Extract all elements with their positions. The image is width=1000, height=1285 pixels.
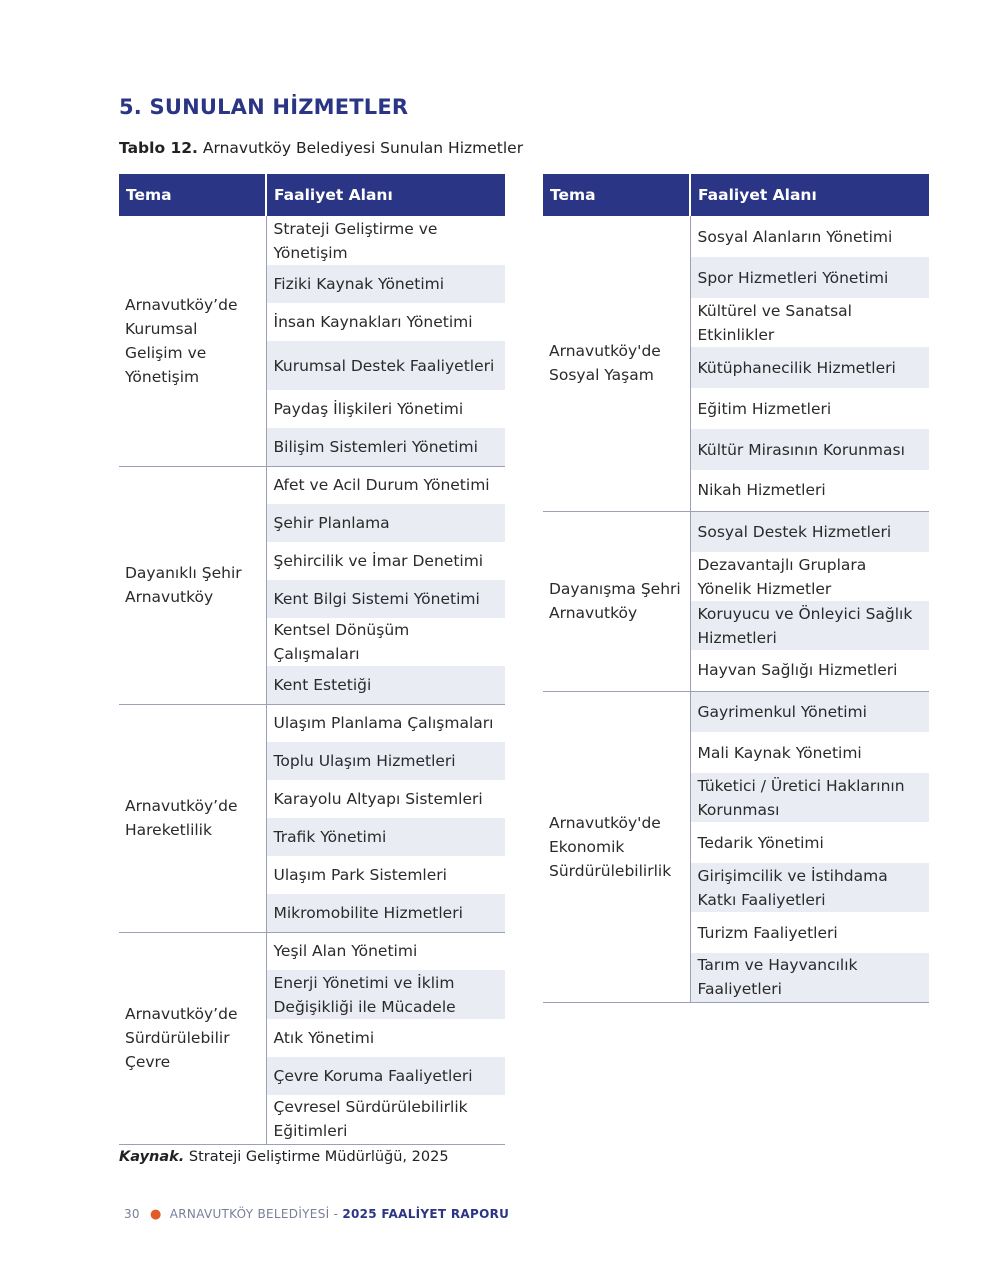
theme-cell: Arnavutköy’de Kurumsal Gelişim ve Yönetişim: [119, 216, 266, 466]
activity-cell: [266, 970, 505, 1019]
activity-cell: [266, 466, 505, 504]
activity-cell: [266, 932, 505, 970]
activity-cell: [266, 542, 505, 580]
activity-label: Kültür Mirasının Korunması: [697, 440, 905, 459]
footer-org: ARNAVUTKÖY BELEDİYESİ: [169, 1207, 330, 1221]
left-table-body: [119, 216, 505, 1144]
activity-label: Mali Kaynak Yönetimi: [697, 743, 862, 762]
activity-label: Çevre Koruma Faaliyetleri: [273, 1067, 473, 1085]
activity-cell: [690, 691, 929, 732]
activity-label: Ulaşım Park Sistemleri: [273, 866, 447, 884]
table-caption: [119, 139, 523, 157]
activity-label: Toplu Ulaşım Hizmetleri: [273, 752, 456, 770]
activity-label: Kentsel Dönüşüm Çalışmaları: [273, 621, 410, 663]
activity-cell: [690, 388, 929, 429]
table-row: [119, 932, 505, 970]
activity-label: Dezavantajlı Gruplara Yönelik Hizmetler: [697, 555, 867, 598]
bullet-icon: ●: [150, 1207, 162, 1222]
activity-label: Enerji Yönetimi ve İklim Değişikliği ile Mücadele: [273, 973, 456, 1016]
activity-cell: [690, 298, 929, 347]
activity-label: İnsan Kaynakları Yönetimi: [273, 313, 473, 331]
activity-label: Spor Hizmetleri Yönetimi: [697, 268, 889, 287]
activity-cell: [266, 580, 505, 618]
theme-cell: Arnavutköy'de Sosyal Yaşam: [543, 216, 690, 511]
activity-label: Şehircilik ve İmar Denetimi: [273, 552, 484, 570]
activity-label: Trafik Yönetimi: [273, 828, 387, 846]
activity-cell: [266, 265, 505, 303]
activity-cell: [266, 303, 505, 341]
activity-label: Tüketici / Üretici Haklarının Korunması: [697, 776, 905, 819]
activity-cell: [266, 341, 505, 390]
theme-cell: Dayanıklı Şehir Arnavutköy: [119, 466, 266, 704]
activity-cell: [690, 552, 929, 601]
caption-text: Arnavutköy Belediyesi Sunulan Hizmetler: [202, 139, 524, 157]
table-row: [119, 704, 505, 742]
activity-label: Koruyucu ve Önleyici Sağlık Hizmetleri: [697, 604, 913, 647]
activity-label: Sosyal Alanların Yönetimi: [697, 227, 893, 246]
activity-cell: [690, 822, 929, 863]
activity-cell: [690, 216, 929, 257]
activity-label: Afet ve Acil Durum Yönetimi: [273, 476, 490, 495]
activity-label: Bilişim Sistemleri Yönetimi: [273, 437, 478, 456]
activity-cell: [266, 1057, 505, 1095]
activity-cell: [266, 780, 505, 818]
activity-cell: [266, 428, 505, 466]
activity-cell: [266, 894, 505, 932]
header-activity: Faaliyet Alanı: [266, 174, 505, 216]
activity-label: Ulaşım Planlama Çalışmaları: [273, 714, 494, 733]
table-row: [119, 466, 505, 504]
theme-cell: Dayanışma Şehri Arnavutköy: [543, 511, 690, 691]
activity-label: Sosyal Destek Hizmetleri: [697, 522, 892, 541]
theme-cell: Arnavutköy’de Hareketlilik: [119, 704, 266, 932]
activity-label: Fiziki Kaynak Yönetimi: [273, 275, 445, 293]
activity-label: Çevresel Sürdürülebilirlik Eğitimleri: [273, 1098, 468, 1141]
activity-cell: [266, 818, 505, 856]
activity-cell: [266, 856, 505, 894]
activity-cell: [266, 1095, 505, 1144]
theme-cell: Arnavutköy'de Ekonomik Sürdürülebilirlik: [543, 691, 690, 1002]
activity-cell: [690, 511, 929, 552]
activity-cell: [690, 601, 929, 650]
activity-label: Tarım ve Hayvancılık Faaliyetleri: [697, 956, 858, 999]
activity-cell: [690, 863, 929, 912]
table-row: [119, 216, 505, 265]
activity-label: Mikromobilite Hizmetleri: [273, 903, 463, 922]
activity-cell: [266, 216, 505, 265]
activity-label: Hayvan Sağlığı Hizmetleri: [697, 661, 898, 680]
activity-cell: [266, 742, 505, 780]
page-title: 5. SUNULAN HİZMETLER: [119, 95, 409, 119]
table-row: [543, 691, 929, 732]
header-activity: Faaliyet Alanı: [690, 174, 929, 216]
activity-cell: [266, 704, 505, 742]
table-row: [543, 216, 929, 257]
activity-cell: [690, 953, 929, 1002]
table-row: [543, 511, 929, 552]
activity-label: Atık Yönetimi: [273, 1029, 375, 1047]
activity-label: Kent Estetiği: [273, 675, 372, 694]
activity-cell: [266, 504, 505, 542]
page-number: 30: [124, 1207, 140, 1221]
activity-label: Kütüphanecilik Hizmetleri: [697, 358, 896, 377]
header-theme: Tema: [543, 174, 690, 216]
source-label: Kaynak.: [119, 1149, 185, 1165]
activity-label: Tedarik Yönetimi: [697, 833, 824, 852]
right-table-body: [543, 216, 929, 1002]
activity-cell: [690, 429, 929, 470]
activity-cell: [266, 618, 505, 666]
activity-label: Kent Bilgi Sistemi Yönetimi: [273, 590, 480, 608]
footer-report: 2025 FAALİYET RAPORU: [342, 1207, 510, 1221]
activity-cell: [690, 257, 929, 298]
activity-label: Şehir Planlama: [273, 514, 390, 532]
activity-label: Yeşil Alan Yönetimi: [273, 942, 418, 961]
services-table-left: [119, 174, 505, 1145]
source-note: [119, 1149, 449, 1165]
activity-cell: [690, 347, 929, 388]
source-text: Strateji Geliştirme Müdürlüğü, 2025: [188, 1149, 449, 1165]
activity-cell: [690, 470, 929, 511]
caption-label: Tablo 12.: [119, 139, 198, 157]
activity-cell: [690, 732, 929, 773]
activity-label: Turizm Faaliyetleri: [697, 923, 838, 942]
activity-cell: [266, 390, 505, 428]
services-table-right: [543, 174, 929, 1003]
activity-label: Gayrimenkul Yönetimi: [697, 702, 867, 721]
page-footer: [124, 1207, 509, 1222]
footer-separator: -: [333, 1207, 339, 1221]
activity-label: Strateji Geliştirme ve Yönetişim: [273, 219, 438, 262]
activity-cell: [266, 1019, 505, 1057]
activity-cell: [690, 773, 929, 822]
theme-cell: Arnavutköy’de Sürdürülebilir Çevre: [119, 932, 266, 1144]
activity-label: Kültürel ve Sanatsal Etkinlikler: [697, 301, 852, 344]
activity-label: Eğitim Hizmetleri: [697, 399, 832, 418]
activity-label: Karayolu Altyapı Sistemleri: [273, 790, 483, 808]
activity-label: Paydaş İlişkileri Yönetimi: [273, 400, 464, 418]
activity-label: Girişimcilik ve İstihdama Katkı Faaliyetleri: [697, 866, 888, 909]
activity-label: Nikah Hizmetleri: [697, 481, 826, 500]
header-theme: Tema: [119, 174, 266, 216]
activity-cell: [690, 650, 929, 691]
activity-label: Kurumsal Destek Faaliyetleri: [273, 356, 495, 375]
activity-cell: [266, 666, 505, 704]
activity-cell: [690, 912, 929, 953]
